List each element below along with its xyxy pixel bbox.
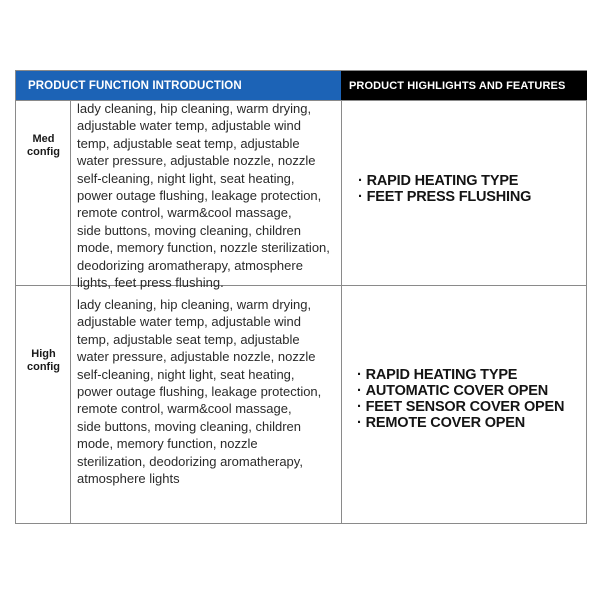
comparison-table <box>15 70 587 524</box>
description-line: atmosphere lights <box>77 471 180 487</box>
bullet-icon: · <box>357 415 362 431</box>
bullet-icon: · <box>357 367 362 383</box>
header-product-function: PRODUCT FUNCTION INTRODUCTION <box>16 71 341 100</box>
description-line: water pressure, adjustable nozzle, nozzle <box>77 153 316 169</box>
row-label-med-config <box>16 133 71 159</box>
row-label-high-config <box>16 348 71 374</box>
row-label-line: Med <box>32 133 55 145</box>
features-med-config <box>358 173 531 205</box>
description-line: lady cleaning, hip cleaning, warm drying, <box>77 297 312 312</box>
header-highlights-features: PRODUCT HIGHLIGHTS AND FEATURES <box>341 71 587 100</box>
bullet-icon: · <box>357 399 362 415</box>
row-label-line: High <box>31 348 56 360</box>
description-line: remote control, warm&cool massage, <box>77 401 292 417</box>
description-line: self-cleaning, night light, seat heating, <box>77 366 295 382</box>
description-line: remote control, warm&cool massage, <box>77 205 292 221</box>
description-line: temp, adjustable seat temp, adjustable <box>77 331 300 347</box>
column-divider-label <box>70 100 71 524</box>
description-line: sterilization, deodorizing aromatherapy, <box>77 453 303 469</box>
description-line: adjustable water temp, adjustable wind <box>77 314 302 330</box>
bullet-icon: · <box>358 173 363 189</box>
description-line: adjustable water temp, adjustable wind <box>77 118 302 134</box>
description-line: self-cleaning, night light, seat heating, <box>77 170 295 186</box>
description-line: temp, adjustable seat temp, adjustable <box>77 135 300 151</box>
feature-item: · REMOTE COVER OPEN <box>357 415 525 431</box>
description-line: mode, memory function, nozzle <box>77 436 258 452</box>
description-line: power outage flushing, leakage protection, <box>77 384 322 400</box>
bullet-icon: · <box>358 189 363 205</box>
description-line: side buttons, moving cleaning, children <box>77 222 302 238</box>
description-high-config <box>77 296 342 487</box>
description-line: mode, memory function, nozzle sterilization, <box>77 240 330 256</box>
description-line: side buttons, moving cleaning, children <box>77 418 302 434</box>
description-line: lights, feet press flushing. <box>77 275 224 291</box>
row-label-line: config <box>27 146 60 158</box>
bullet-icon: · <box>357 383 362 399</box>
description-line: lady cleaning, hip cleaning, warm drying, <box>77 101 312 116</box>
feature-item: · RAPID HEATING TYPE <box>357 367 518 383</box>
feature-item: · FEET SENSOR COVER OPEN <box>357 399 565 415</box>
feature-item: · FEET PRESS FLUSHING <box>358 189 532 205</box>
row-label-line: config <box>27 361 60 373</box>
feature-item: · RAPID HEATING TYPE <box>358 173 519 189</box>
description-line: deodorizing aromatherapy, atmosphere <box>77 257 303 273</box>
features-high-config <box>357 367 564 431</box>
feature-item: · AUTOMATIC COVER OPEN <box>357 383 549 399</box>
description-line: water pressure, adjustable nozzle, nozzle <box>77 349 316 365</box>
description-med-config <box>77 100 342 291</box>
description-line: power outage flushing, leakage protection, <box>77 188 322 204</box>
